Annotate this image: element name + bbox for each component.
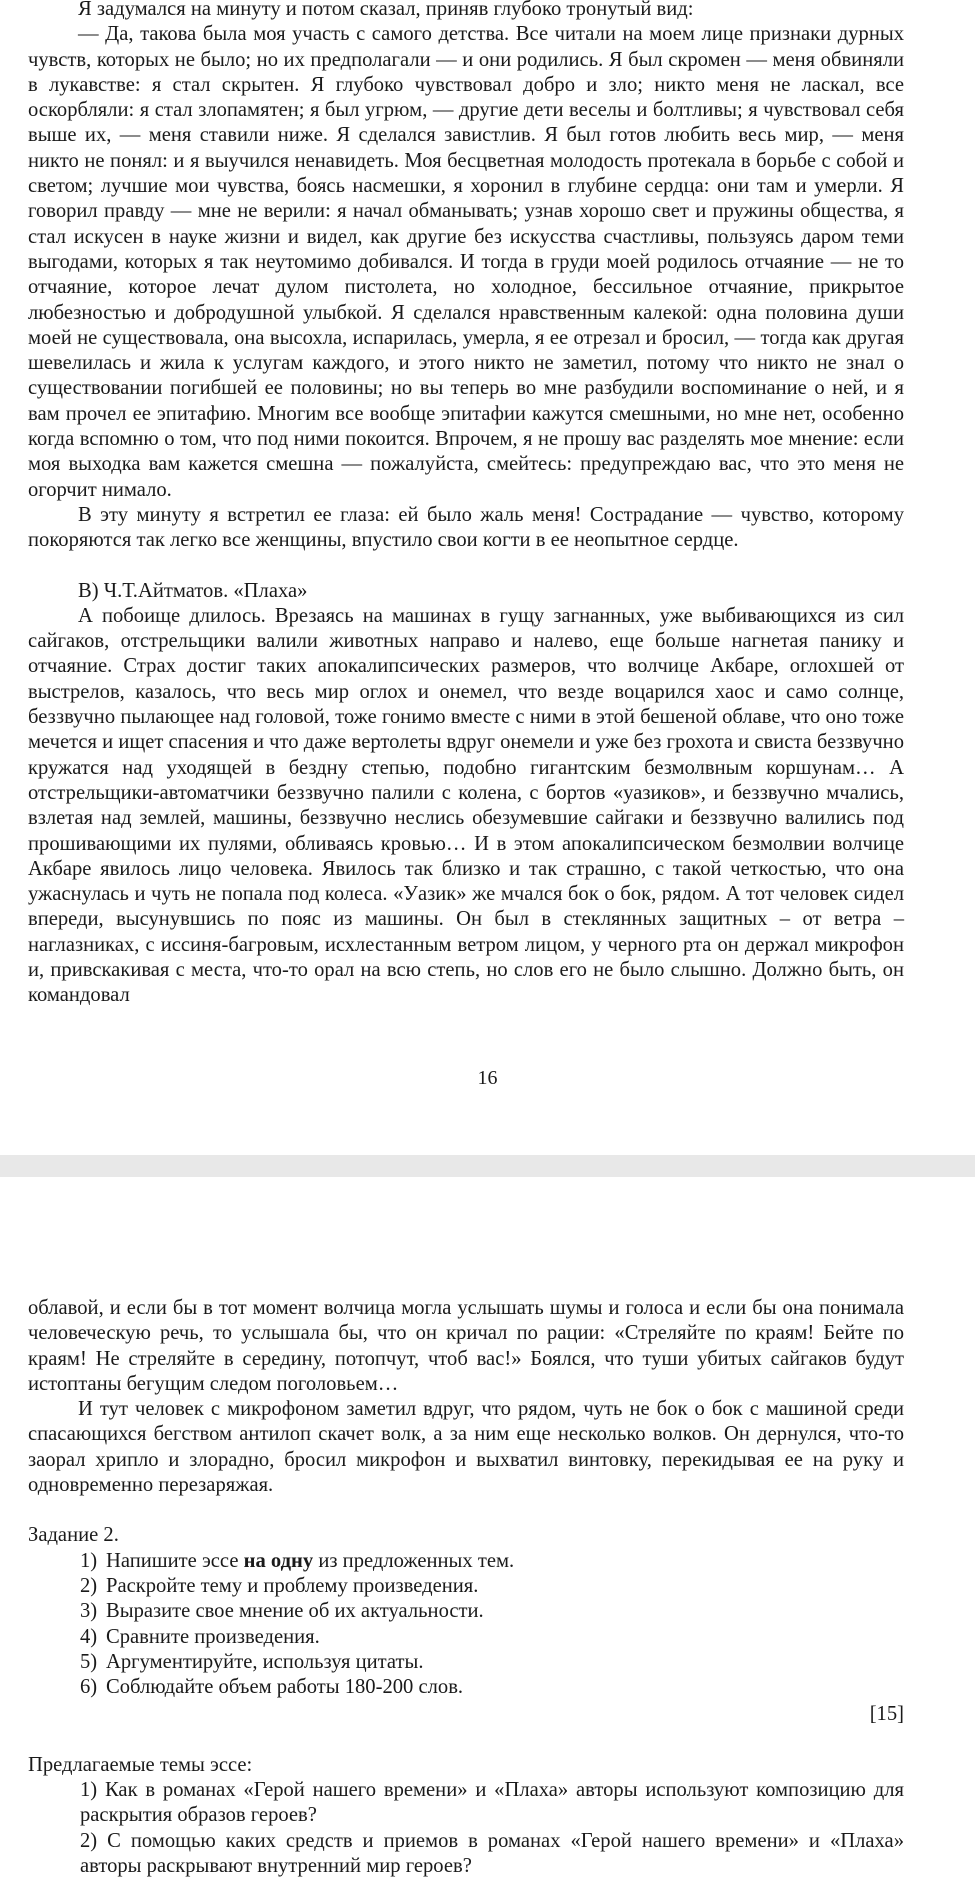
emphasis-text: на одну	[243, 1549, 314, 1572]
page-17-text	[28, 1296, 904, 1879]
topic-item: 2) С помощью каких средств и приемов в романах «Герой нашего времени» и «Плаха» авторы раскрывают внутренний мир героев?	[80, 1829, 904, 1877]
paragraph-monologue: — Да, такова была моя участь с самого детства. Все читали на моем лице признаки дурных чувств, которых не было; но их предполагали — и они родились. Я был скромен — меня обвиняли в лукавстве: я стал скрытен. Я глубоко чувствовал добро и зло; никто меня не ласкал, все оскорбляли: я стал злопамятен; я был угрюм, — другие дети веселы и болтливы; я чувствовал себя выше их, — меня ставили ниже. Я сделался завистлив. Я был готов любить весь мир, — меня никто не понял: и я выучился ненавидеть. Моя бесцветная молодость протекала в борьбе с собой и светом; лучшие мои чувства, боясь насмешки, я хоронил в глубине сердца: они там и умерли. Я говорил правду — мне не верили: я начал обманывать; узнав хорошо свет и пружины общества, я стал искусен в науке жизни и видел, как другие без искусства счастливы, пользуясь даром теми выгодами, которых я так неутомимо добивался. И тогда в груди моей родилось отчаяние — не то отчаяние, которое лечат дулом пистолета, но холодное, бессильное отчаяние, прикрытое любезностью и добродушной улыбкой. Я сделался нравственным калекой: одна половина души моей не существовала, она высохла, испарилась, умерла, я ее отрезал и бросил, — тогда как другая шевелилась и жила к услугам каждого, и этого никто не заметил, потому что никто не знал о существовании погибшей ее половины; но вы теперь во мне разбудили воспоминание о ней, и я вам прочел ее эпитафию. Многим все вообще эпитафии кажутся смешными, но мне нет, особенно когда вспомню о том, что под ними покоится. Впрочем, я не прошу вас разделять мое мнение: если моя выходка вам кажется смешна — пожалуйста, смейтесь: предупреждаю вас, что это меня не огорчит нимало.	[28, 23, 904, 501]
task-item: 2) Раскройте тему и проблему произведения.	[80, 1574, 479, 1597]
page-number: 16	[477, 1067, 498, 1089]
section-heading-b: B) Ч.Т.Айтматов. «Плаха»	[78, 579, 308, 602]
topics-list	[28, 1778, 904, 1879]
topics-title: Предлагаемые темы эссе:	[28, 1753, 253, 1776]
task-item: 3) Выразите свое мнение об их актуальности.	[80, 1600, 484, 1623]
paragraph-compassion: В эту минуту я встретил ее глаза: ей было жаль меня! Сострадание — чувство, которому покоряются так легко все женщины, впустило свои когти в ее неопытное сердце.	[28, 503, 904, 552]
page-separator	[0, 1155, 975, 1177]
document-page-17	[0, 1177, 975, 1877]
task-list	[28, 1549, 904, 1701]
task-item: 1) Напишите эссе на одну из предложенных тем.	[80, 1549, 515, 1572]
task-item: 4) Сравните произведения.	[80, 1625, 320, 1648]
score-marker: [15]	[869, 1703, 904, 1726]
paragraph-plakha-1: А побоище длилось. Врезаясь на машинах в гущу загнанных, уже выбивающихся из сил сайгаков, отстрельщики валили животных направо и налево, еще больше нагнетая панику и отчаяние. Страх достиг таких апокалипсических размеров, что волчице Акбаре, оглохшей от выстрелов, казалось, что весь мир оглох и онемел, что везде воцарился хаос и само солнце, беззвучно пылающее над головой, тоже гонимо вместе с ними в этой бешеной облаве, что оно тоже мечется и ищет спасения и что даже вертолеты вдруг онемели и уже без грохота и свиста беззвучно кружатся над уходящей в бездну степью, подобно гигантским безмолвным коршунам… А отстрельщики-автоматчики беззвучно палили с колена, с бортов «уазиков», и беззвучно мчались, взлетая над землей, машины, беззвучно неслись обезумевшие сайгаки и беззвучно валились под прошивающими их пулями, обливаясь кровью… И в этом апокалипсическом безмолвии волчице Акбаре явилось лицо человека. Явилось так близко и так страшно, с такой четкостью, что она ужаснулась и чуть не попала под колеса. «Уазик» же мчался бок о бок, рядом. А тот человек сидел впереди, высунувшись по пояс из машины. Он был в стеклянных защитных – от ветра – наглазниках, с иссиня-багровым, исхлестанным ветром лицом, у черного рта он держал микрофон и, привскакивая с места, что-то орал на всю степь, но слов его не было слышно. Должно быть, он командовал	[28, 604, 904, 1007]
topic-item: 1) Как в романах «Герой нашего времени» и «Плаха» авторы используют композицию для раскрытия образов героев?	[80, 1779, 904, 1827]
page-16-text	[28, 0, 904, 1009]
task-item: 5) Аргументируйте, используя цитаты.	[80, 1650, 424, 1673]
task-title: Задание 2.	[28, 1524, 119, 1547]
paragraph-plakha-wolf: И тут человек с микрофоном заметил вдруг, что рядом, чуть не бок о бок с машиной среди спасающихся бегством антилоп скачет волк, а за ним еще несколько волков. Он дернулся, что-то заорал хрипло и злорадно, бросил микрофон и выхватил винтовку, перекидывая ее на руку и одновременно перезаряжая.	[28, 1398, 904, 1497]
task-item: 6) Соблюдайте объем работы 180-200 слов.	[80, 1676, 464, 1699]
paragraph-intro: Я задумался на минуту и потом сказал, приняв глубоко тронутый вид:	[78, 0, 694, 20]
paragraph-plakha-continued: облавой, и если бы в тот момент волчица могла услышать шумы и голоса и если бы она понимала человеческую речь, то услышала бы, что он кричал по рации: «Стреляйте по краям! Бейте по краям! Не стреляйте в середину, потопчут, чтоб вас!» Боялся, что туши убитых сайгаков будут истоптаны бегущим следом поголовьем…	[28, 1297, 904, 1395]
